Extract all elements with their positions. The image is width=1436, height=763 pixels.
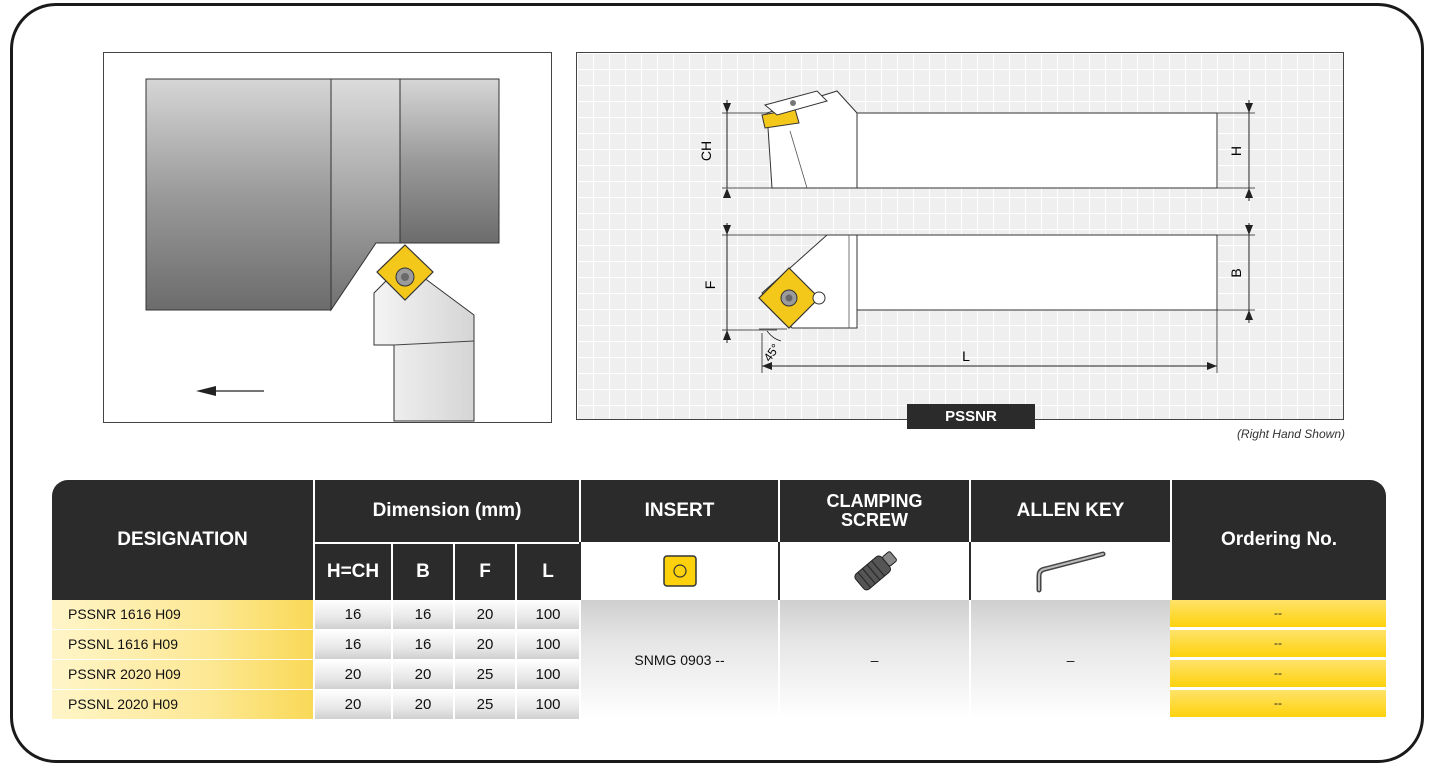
dimension-drawing xyxy=(576,52,1344,420)
key-icon-cell xyxy=(969,542,1170,600)
dimension-svg xyxy=(577,53,1343,419)
square-insert-icon xyxy=(662,554,698,588)
top-insert-hole-center xyxy=(786,295,793,302)
row-designation: PSSNR 1616 H09 xyxy=(52,600,313,629)
b-arrow-bottom xyxy=(1245,310,1253,320)
header-dim-l: L xyxy=(515,542,579,600)
header-dimension: Dimension (mm) xyxy=(313,480,579,542)
row-b: 16 xyxy=(391,600,453,629)
row-l: 100 xyxy=(515,660,579,689)
row-f: 20 xyxy=(453,600,515,629)
header-insert: INSERT xyxy=(579,480,778,542)
workpiece-step xyxy=(400,79,499,243)
clamping-screw-value: – xyxy=(778,600,969,719)
feed-arrow-head xyxy=(196,386,216,396)
side-view-shank xyxy=(857,113,1217,188)
top-view-shank xyxy=(857,235,1217,310)
header-designation: DESIGNATION xyxy=(52,480,313,600)
row-ordering: -- xyxy=(1170,630,1386,657)
side-clamp-screw xyxy=(790,100,796,106)
header-clamping-screw: CLAMPING SCREW xyxy=(778,480,969,542)
ch-label: CH xyxy=(698,140,714,162)
row-designation: PSSNL 1616 H09 xyxy=(52,630,313,659)
row-b: 20 xyxy=(391,660,453,689)
row-h: 20 xyxy=(313,690,391,719)
row-ordering: -- xyxy=(1170,690,1386,717)
row-f: 25 xyxy=(453,660,515,689)
header-dim-h: H=CH xyxy=(313,542,391,600)
angle-arc xyxy=(767,331,781,341)
row-h: 16 xyxy=(313,600,391,629)
b-label: B xyxy=(1228,268,1244,278)
l-arrow-right xyxy=(1207,362,1217,370)
insert-icon-cell xyxy=(579,542,778,600)
allen-key-icon xyxy=(1031,546,1111,596)
row-l: 100 xyxy=(515,630,579,659)
row-b: 20 xyxy=(391,690,453,719)
row-l: 100 xyxy=(515,600,579,629)
model-badge: PSSNR xyxy=(907,404,1035,429)
workpiece-body xyxy=(146,79,331,310)
row-b: 16 xyxy=(391,630,453,659)
insert-value: SNMG 0903 -- xyxy=(579,600,778,719)
row-designation: PSSNL 2020 H09 xyxy=(52,690,313,719)
spec-table xyxy=(52,480,1386,720)
f-arrow-top xyxy=(723,225,731,235)
clamping-screw-icon xyxy=(845,543,905,599)
row-ordering: -- xyxy=(1170,600,1386,627)
allen-key-value: – xyxy=(969,600,1170,719)
right-hand-note: (Right Hand Shown) xyxy=(1236,427,1345,441)
header-dim-f: F xyxy=(453,542,515,600)
machining-illustration xyxy=(103,52,552,423)
h-arrow-top xyxy=(1245,103,1253,113)
insert-hole-center xyxy=(401,273,409,281)
ch-arrow-top xyxy=(723,103,731,113)
row-ordering: -- xyxy=(1170,660,1386,687)
row-h: 16 xyxy=(313,630,391,659)
l-label: L xyxy=(962,348,970,364)
ch-arrow-bottom xyxy=(723,188,731,198)
machining-svg xyxy=(104,53,551,422)
row-designation: PSSNR 2020 H09 xyxy=(52,660,313,689)
f-label: F xyxy=(702,280,718,290)
header-dim-b: B xyxy=(391,542,453,600)
f-arrow-bottom xyxy=(723,330,731,340)
screw-icon-cell xyxy=(778,542,969,600)
h-label: H xyxy=(1228,145,1244,157)
row-f: 20 xyxy=(453,630,515,659)
header-ordering-no: Ordering No. xyxy=(1170,480,1386,600)
b-arrow-top xyxy=(1245,225,1253,235)
row-h: 20 xyxy=(313,660,391,689)
top-clamp-screw xyxy=(813,292,825,304)
angle-label: 45° xyxy=(760,341,783,365)
row-f: 25 xyxy=(453,690,515,719)
header-allen-key: ALLEN KEY xyxy=(969,480,1170,542)
h-arrow-bottom xyxy=(1245,188,1253,198)
row-l: 100 xyxy=(515,690,579,719)
